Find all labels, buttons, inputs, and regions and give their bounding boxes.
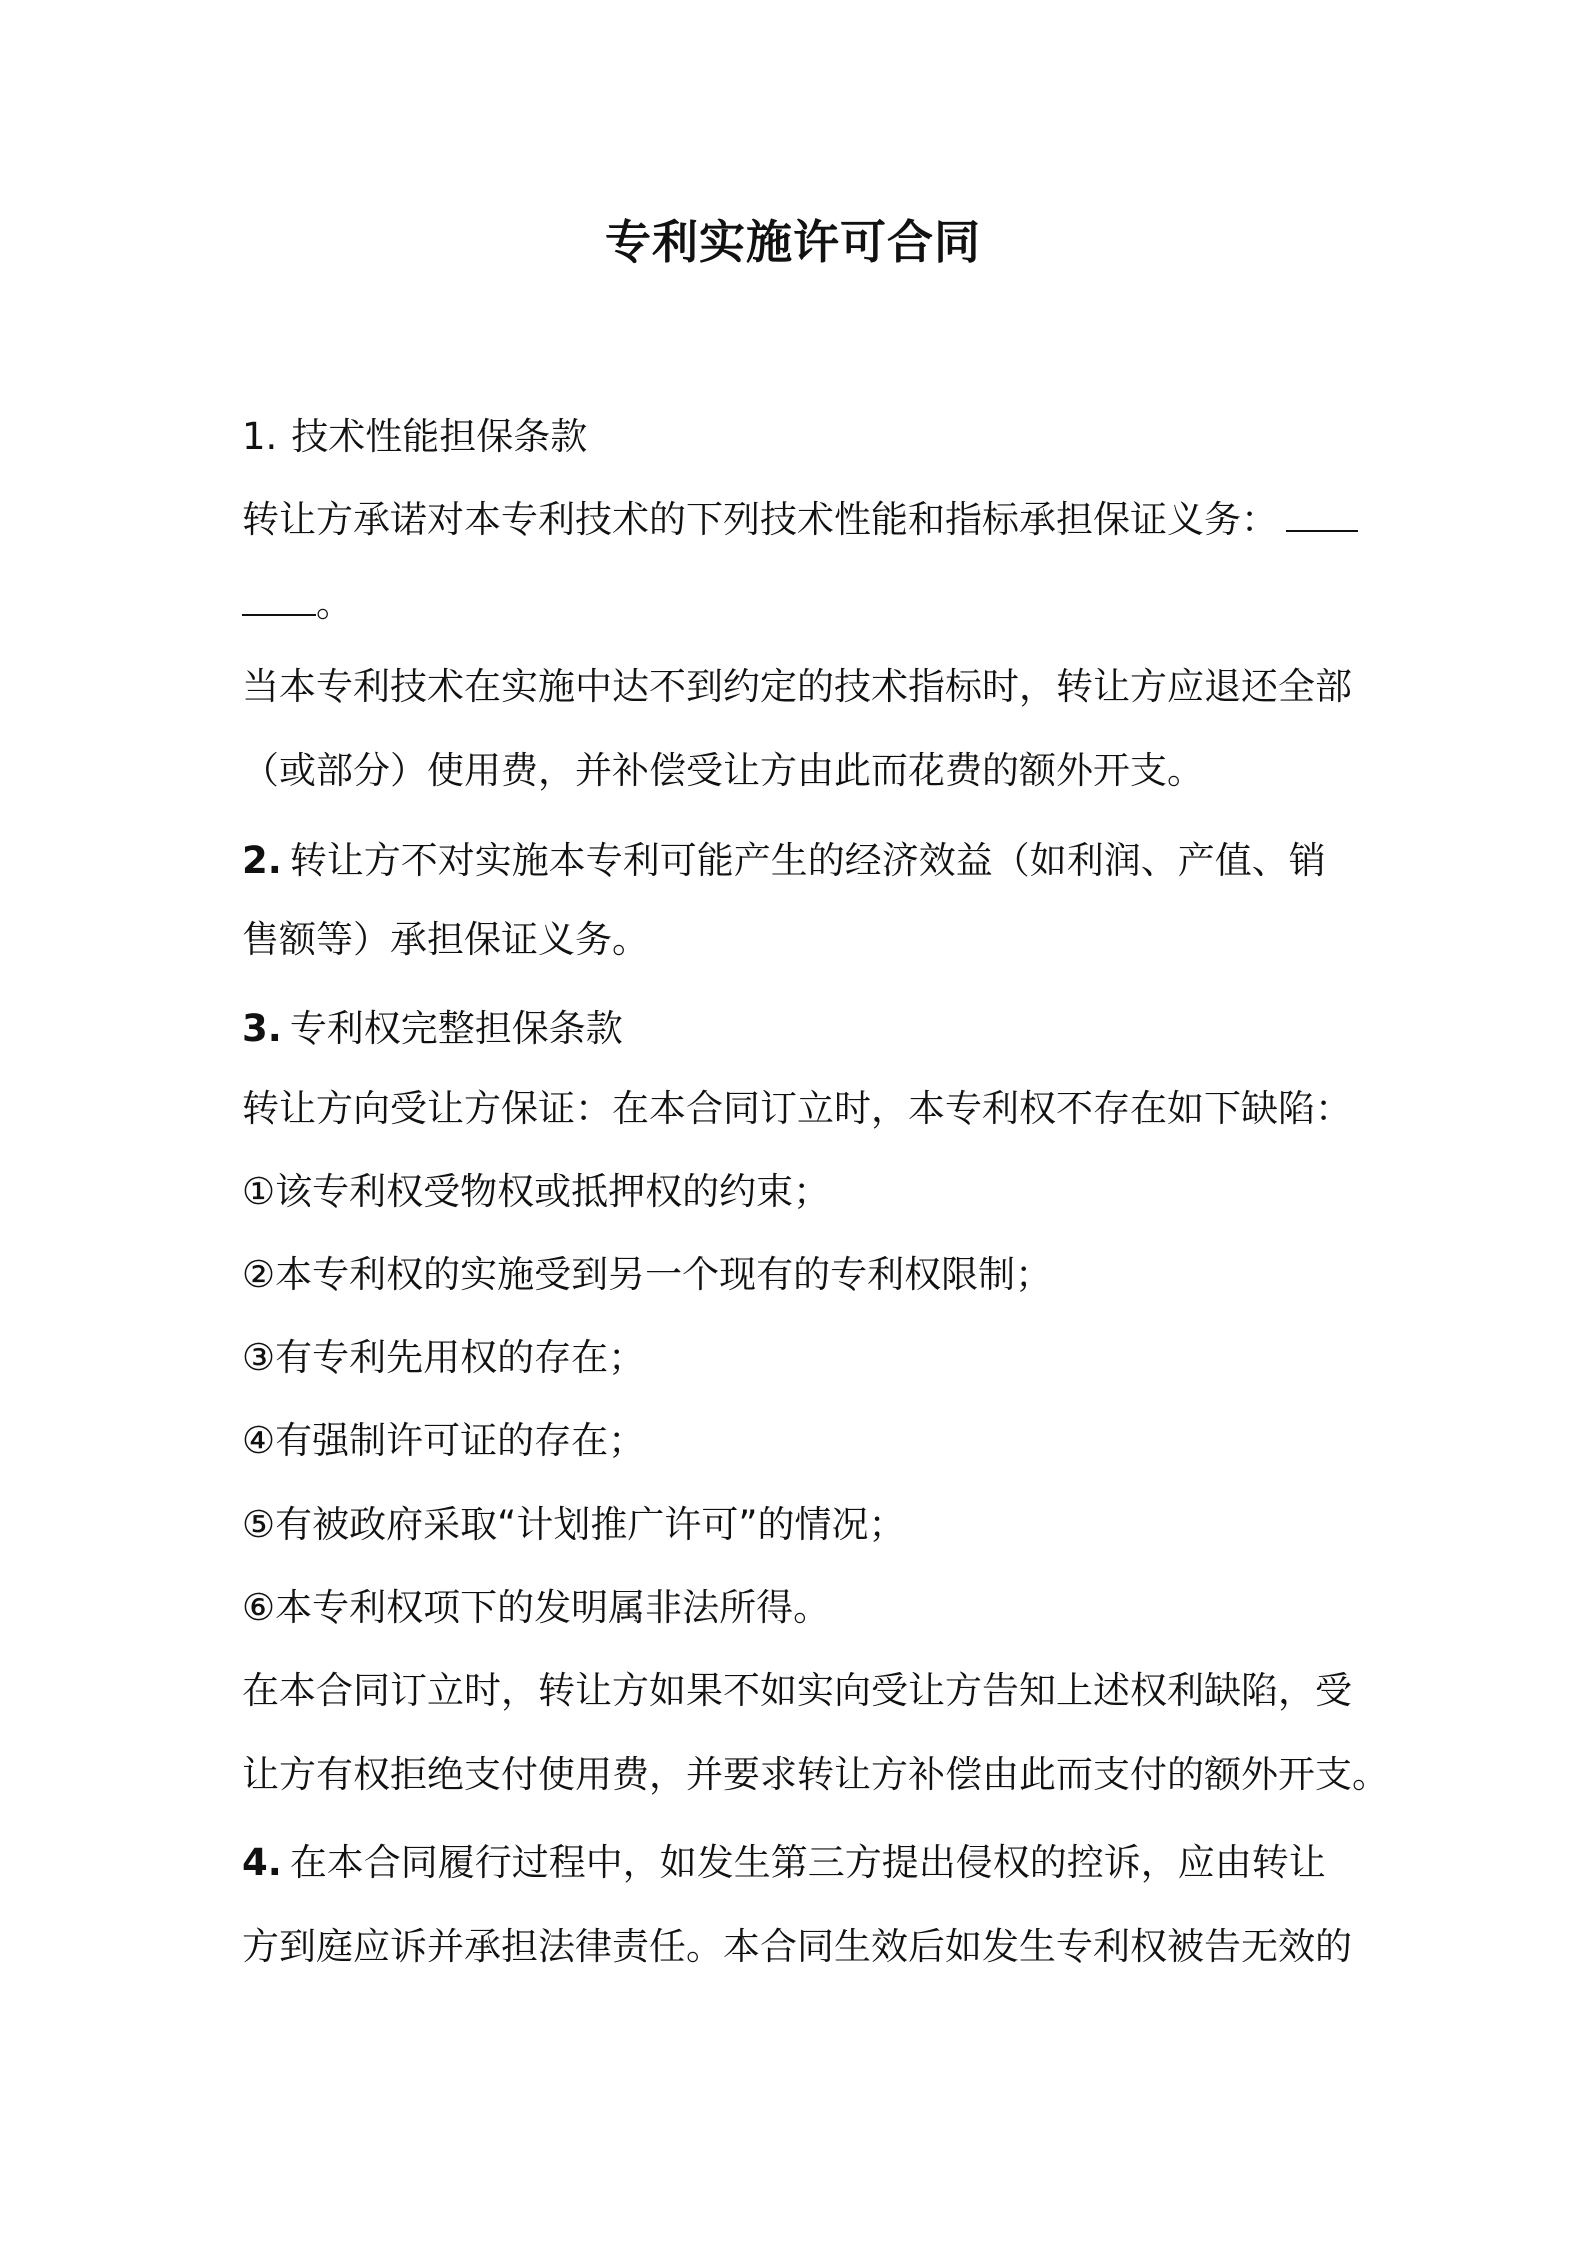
fill-in-blank bbox=[242, 584, 316, 616]
section-2-number: 2. bbox=[242, 839, 282, 882]
section-1-paragraph-1-text: 转让方承诺对本专利技术的下列技术性能和指标承担保证义务： bbox=[242, 498, 1278, 541]
section-3-intro: 转让方向受让方保证：在本合同订立时，本专利权不存在如下缺陷： bbox=[242, 1087, 1352, 1130]
section-3-item: ⑤有被政府采取“计划推广许可”的情况； bbox=[242, 1503, 906, 1546]
section-2-line-2: 售额等）承担保证义务。 bbox=[242, 918, 649, 961]
section-1-paragraph-2-line-1: 当本专利技术在实施中达不到约定的技术指标时，转让方应退还全部 bbox=[242, 665, 1352, 708]
section-1-paragraph-1-continued bbox=[242, 579, 353, 629]
fill-in-blank bbox=[1286, 500, 1358, 532]
section-3-paragraph-line-2: 让方有权拒绝支付使用费，并要求转让方补偿由此而支付的额外开支。 bbox=[242, 1753, 1389, 1796]
section-4-line-1 bbox=[242, 1838, 1326, 1888]
document-title: 专利实施许可合同 bbox=[605, 215, 981, 269]
section-1-paragraph-1 bbox=[242, 495, 1358, 545]
section-3-number: 3. bbox=[242, 1007, 282, 1050]
section-3-heading-text: 专利权完整担保条款 bbox=[289, 1007, 623, 1050]
section-3-item: ①该专利权受物权或抵押权的约束； bbox=[242, 1170, 831, 1213]
section-2-line-1 bbox=[242, 836, 1326, 886]
section-3-item: ③有专利先用权的存在； bbox=[242, 1336, 646, 1379]
section-3-heading bbox=[242, 1004, 623, 1054]
section-1-paragraph-1-end: 。 bbox=[316, 582, 353, 625]
section-3-item: ②本专利权的实施受到另一个现有的专利权限制； bbox=[242, 1253, 1053, 1296]
section-1-paragraph-2-line-2: （或部分）使用费，并补偿受让方由此而花费的额外开支。 bbox=[242, 749, 1204, 792]
section-1-number: 1. bbox=[242, 415, 278, 458]
section-1-heading bbox=[242, 412, 587, 462]
section-3-item: ⑥本专利权项下的发明属非法所得。 bbox=[242, 1586, 831, 1629]
section-4-line-2: 方到庭应诉并承担法律责任。本合同生效后如发生专利权被告无效的 bbox=[242, 1925, 1352, 1968]
section-1-heading-text: 技术性能担保条款 bbox=[291, 415, 588, 458]
section-2-line-1-text: 转让方不对实施本专利可能产生的经济效益（如利润、产值、销 bbox=[289, 839, 1326, 882]
section-3-paragraph-line-1: 在本合同订立时，转让方如果不如实向受让方告知上述权利缺陷，受 bbox=[242, 1669, 1352, 1712]
section-3-item: ④有强制许可证的存在； bbox=[242, 1419, 646, 1462]
section-4-number: 4. bbox=[242, 1841, 282, 1884]
section-4-line-1-text: 在本合同履行过程中，如发生第三方提出侵权的控诉，应由转让 bbox=[289, 1841, 1326, 1884]
